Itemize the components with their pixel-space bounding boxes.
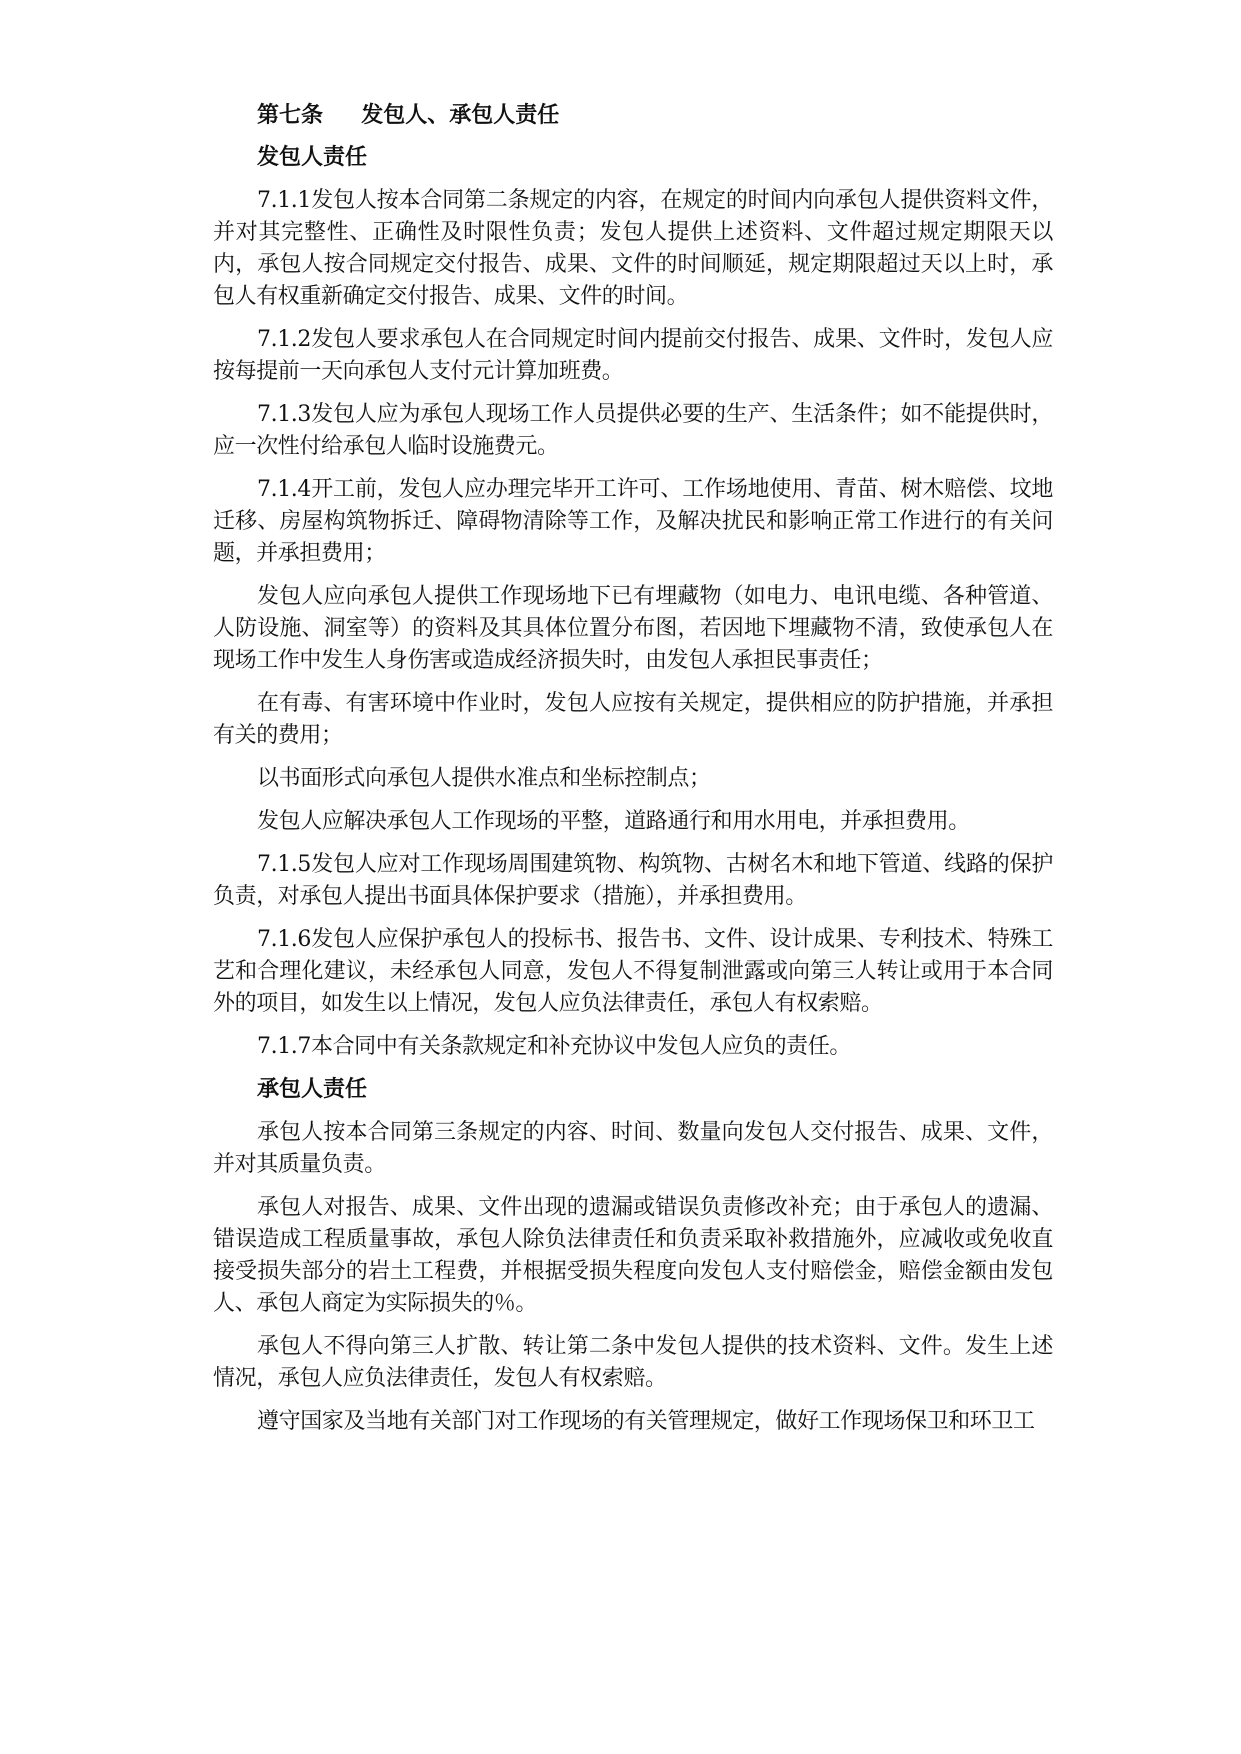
clause-paragraph: 发包人应向承包人提供工作现场地下已有埋藏物（如电力、电讯电缆、各种管道、人防设施、洞室等）的资料及其具体位置分布图，若因地下埋藏物不清，致使承包人在现场工作中发生人身伤害或造成经济损失时，由发包人承担民事责任； xyxy=(213,584,1053,673)
clause-paragraph: 发包人应解决承包人工作现场的平整，道路通行和用水用电，并承担费用。 xyxy=(257,809,970,834)
clause-paragraph: 7.1.5发包人应对工作现场周围建筑物、构筑物、古树名木和地下管道、线路的保护负责，对承包人提出书面具体保护要求（措施），并承担费用。 xyxy=(213,852,1053,909)
article-title: 第七条 发包人、承包人责任 xyxy=(257,103,560,128)
clause-paragraph: 遵守国家及当地有关部门对工作现场的有关管理规定，做好工作现场保卫和环卫工 xyxy=(257,1409,1035,1434)
clause-paragraph: 7.1.4开工前，发包人应办理完毕开工许可、工作场地使用、青苗、树木赔偿、坟地迁移、房屋构筑物拆迁、障碍物清除等工作，及解决扰民和影响正常工作进行的有关问题，并承担费用； xyxy=(213,477,1053,566)
document-body xyxy=(213,100,1053,1449)
clause-paragraph: 7.1.1发包人按本合同第二条规定的内容，在规定的时间内向承包人提供资料文件，并对其完整性、正确性及时限性负责；发包人提供上述资料、文件超过规定期限天以内，承包人按合同规定交付报告、成果、文件的时间顺延，规定期限超过天以上时，承包人有权重新确定交付报告、成果、文件的时间。 xyxy=(213,188,1053,309)
clause-paragraph: 承包人不得向第三人扩散、转让第二条中发包人提供的技术资料、文件。发生上述情况，承包人应负法律责任，发包人有权索赔。 xyxy=(213,1334,1053,1391)
contractor-section-heading: 承包人责任 xyxy=(257,1077,368,1102)
clause-paragraph: 7.1.3发包人应为承包人现场工作人员提供必要的生产、生活条件；如不能提供时，应一次性付给承包人临时设施费元。 xyxy=(213,402,1053,459)
clause-paragraph: 承包人对报告、成果、文件出现的遗漏或错误负责修改补充；由于承包人的遗漏、错误造成工程质量事故，承包人除负法律责任和负责采取补救措施外，应减收或免收直接受损失部分的岩土工程费，并根据受损失程度向发包人支付赔偿金，赔偿金额由发包人、承包人商定为实际损失的％。 xyxy=(213,1195,1053,1316)
clause-paragraph: 在有毒、有害环境中作业时，发包人应按有关规定，提供相应的防护措施，并承担有关的费用； xyxy=(213,691,1053,748)
clause-paragraph: 7.1.7本合同中有关条款规定和补充协议中发包人应负的责任。 xyxy=(257,1034,851,1059)
clause-paragraph: 7.1.2发包人要求承包人在合同规定时间内提前交付报告、成果、文件时，发包人应按每提前一天向承包人支付元计算加班费。 xyxy=(213,327,1053,384)
client-section-heading: 发包人责任 xyxy=(257,145,368,170)
clause-paragraph: 7.1.6发包人应保护承包人的投标书、报告书、文件、设计成果、专利技术、特殊工艺和合理化建议，未经承包人同意，发包人不得复制泄露或向第三人转让或用于本合同外的项目，如发生以上情况，发包人应负法律责任，承包人有权索赔。 xyxy=(213,927,1053,1016)
clause-paragraph: 承包人按本合同第三条规定的内容、时间、数量向发包人交付报告、成果、文件，并对其质量负责。 xyxy=(213,1120,1053,1177)
clause-paragraph: 以书面形式向承包人提供水准点和坐标控制点； xyxy=(257,766,711,791)
